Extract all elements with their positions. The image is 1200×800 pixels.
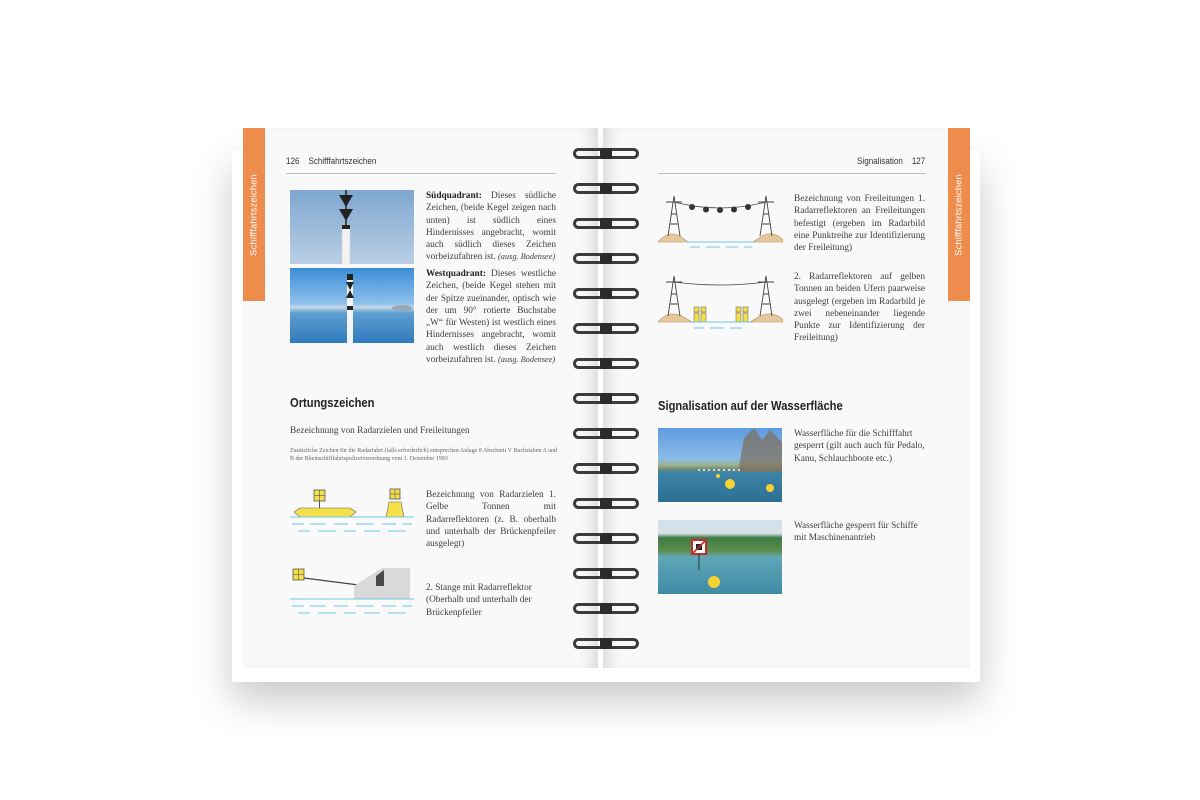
freileitung-buoy-diagram: [658, 274, 783, 334]
photo-west-quadrant: [290, 268, 414, 343]
freileitung-2-text: 2. Radarreflektoren auf gelben Tonnen an beiden Ufern paarweise ausgelegt (ergeben im Radarbild je zwei nebeneinander liegende Punkte zur Identifizierung der Freileitung): [794, 272, 925, 344]
radar-pole-diagram: [290, 566, 414, 622]
binding-ring: [573, 253, 639, 264]
binding-ring: [573, 638, 639, 649]
binding-ring: [573, 498, 639, 509]
binding-ring: [573, 323, 639, 334]
binding-ring: [573, 288, 639, 299]
binding-ring: [573, 393, 639, 404]
west-quadrant-marker-illustration: [290, 268, 414, 343]
photo-sued-quadrant: [290, 190, 414, 264]
right-side-tab: [948, 128, 970, 301]
ortungszeichen-note: Zusätzliche Zeichen für die Radarfahrt (falls erforderlich) entsprechen Anlage 8 Abschnitt V Buchstaben A und B der Rheinschifffahrtspolizeiverordnung vom 1. Dezember 1993: [290, 448, 558, 462]
right-page-header: [857, 156, 925, 167]
sued-quadrant-source: (ausg. Bodensee): [498, 252, 556, 262]
west-quadrant-description: Dieses westliche Zeichen, (beide Kegel stehen mit der Spitze zueinander, optisch wie der um 90° rotierte Buchstabe „W“ für Westen) ist westlich eines Hindernisses angebracht, womit auch westlich dieses Zeichen vorbeizufahren ist.: [426, 269, 556, 366]
binding-ring: [573, 148, 639, 159]
freileitung-1-text: Bezeichnung von Freileitungen 1. Radarreflektoren an Freileitungen befestigt (ergeben im Radarbild eine Punktreihe zur Identifizierung der Freileitung): [794, 194, 925, 254]
sued-quadrant-text: [426, 190, 556, 264]
ortungszeichen-subheading: Bezeichnung von Radarzielen und Freileitungen: [290, 426, 470, 436]
binding-ring: [573, 183, 639, 194]
motorboat-prohibition-illustration: [658, 520, 782, 594]
radar-target-1-text: Bezeichnung von Radarzielen 1. Gelbe Tonnen mit Radarreflektoren (z. B. oberhalb und unterhalb der Brückenpfeiler ausgelegt): [426, 490, 556, 550]
freileitung-reflector-diagram: [658, 194, 783, 252]
sued-quadrant-marker-illustration: [290, 190, 414, 264]
radar-buoy-diagram: [290, 486, 414, 542]
ortungszeichen-heading: Ortungszeichen: [290, 395, 375, 410]
west-quadrant-text: [426, 268, 556, 366]
binding-ring: [573, 463, 639, 474]
right-section-title: Signalisation: [856, 156, 903, 167]
left-side-tab: [243, 128, 265, 301]
binding-ring: [573, 218, 639, 229]
binding-ring: [573, 358, 639, 369]
binding-ring: [573, 533, 639, 544]
west-quadrant-heading: Westquadrant:: [426, 269, 486, 279]
left-page: [243, 128, 598, 668]
left-header-rule: [286, 173, 556, 174]
radar-target-2-text: 2. Stange mit Radarreflektor (Oberhalb und unterhalb der Brückenpfeiler: [426, 583, 532, 618]
left-page-number: 126: [286, 156, 300, 167]
left-side-tab-label: Schifffahrtszeichen: [248, 173, 260, 256]
photo-wasserflaeche-gesperrt: [658, 428, 782, 502]
sued-quadrant-heading: Südquadrant:: [426, 191, 482, 201]
closed-water-illustration: [658, 428, 782, 502]
photo-motorschiffe-gesperrt: [658, 520, 782, 594]
west-quadrant-source: (ausg. Bodensee): [498, 355, 556, 365]
left-section-title: Schifffahrtszeichen: [308, 156, 377, 167]
signalisation-wasserflaeche-heading: Signalisation auf der Wasserfläche: [658, 398, 843, 413]
binding-ring: [573, 568, 639, 579]
binding-ring: [573, 603, 639, 614]
right-side-tab-label: Schifffahrtszeichen: [953, 173, 965, 256]
wasserflaeche-2-text: Wasserfläche gesperrt für Schiffe mit Maschinenantrieb: [794, 521, 918, 544]
wasserflaeche-1-text: Wasserfläche für die Schifffahrt gesperrt (gilt auch auch für Pedalo, Kanu, Schlauchboote etc.): [794, 429, 925, 464]
left-page-header: [286, 156, 376, 167]
right-header-rule: [658, 173, 926, 174]
right-page-number: 127: [911, 156, 925, 167]
right-page: [603, 128, 970, 668]
binding-ring: [573, 428, 639, 439]
sued-quadrant-description: Dieses südliche Zeichen, (beide Kegel zeigen nach unten) ist südlich eines Hindernisses angebracht, womit auch südlich dieses Zeichen vorbeizufahren ist.: [426, 191, 557, 263]
